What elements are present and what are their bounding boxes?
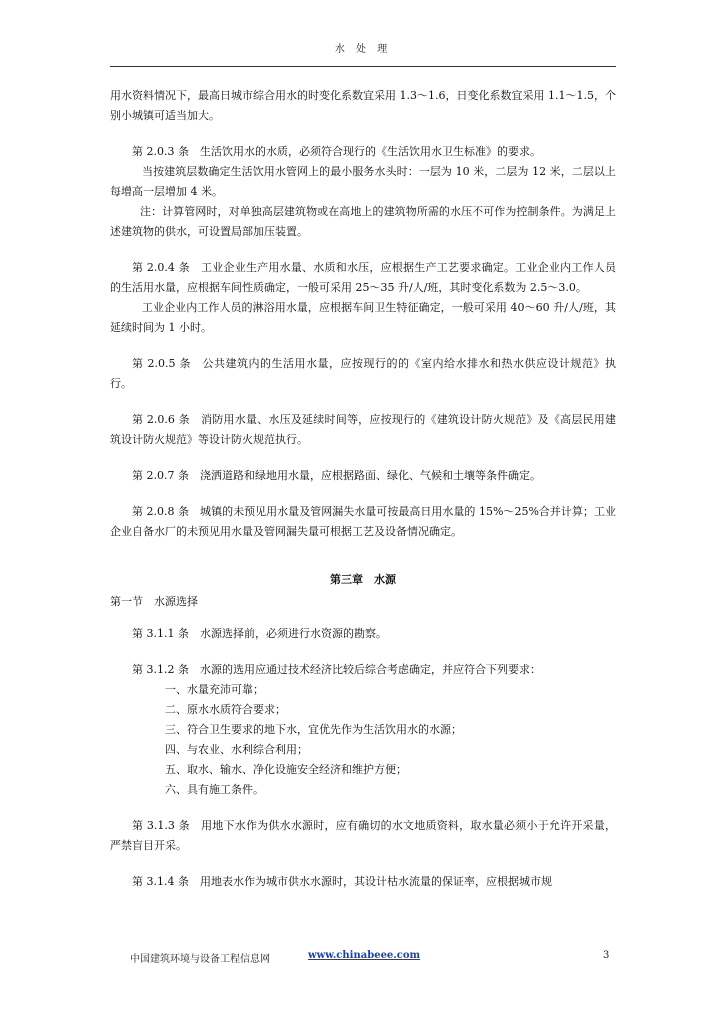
chapter-title: 第三章 水源: [330, 573, 396, 586]
article-3-1-3: 第 3.1.3 条 用地下水作为供水水源时，应有确切的水文地质资料，取水量必须小于允许开采量，严禁盲目开采。: [110, 819, 616, 852]
list-item: 五、取水、输水、净化设施安全经济和维护方便；: [165, 763, 407, 776]
page-header: 水 处 理: [334, 44, 392, 55]
article-2-0-7: 第 2.0.7 条 浇洒道路和绿地用水量，应根据路面、绿化、气候和土壤等条件确定。: [132, 469, 541, 482]
article-2-0-4: 第 2.0.4 条 工业企业生产用水量、水质和水压，应根据生产工艺要求确定。工业企业内工作人员的生活用水量，应根据车间性质确定，一般可采用 25～35 升/人/班，其时变化系数为 2.5～3.0。: [110, 261, 616, 294]
list-item: 一、水量充沛可靠；: [165, 683, 264, 696]
paragraph-continuation: 用水资料情况下，最高日城市综合用水的时变化系数宜采用 1.3～1.6，日变化系数宜采用 1.1～1.5，个别小城镇可适当加大。: [110, 89, 616, 122]
footer-site-name: 中国建筑环境与设备工程信息网: [130, 954, 270, 965]
list-item: 四、与农业、水利综合利用；: [165, 743, 308, 756]
article-2-0-6: 第 2.0.6 条 消防用水量、水压及延续时间等，应按现行的《建筑设计防火规范》及《高层民用建筑设计防火规范》等设计防火规范执行。: [110, 413, 616, 446]
header-rule: [110, 66, 616, 67]
list-item: 二、原水水质符合要求；: [165, 703, 286, 716]
page-number: 3: [603, 950, 610, 961]
article-2-0-5: 第 2.0.5 条 公共建筑内的生活用水量，应按现行的的《室内给水排水和热水供应设计规范》执行。: [110, 357, 616, 390]
article-2-0-3-detail: 当按建筑层数确定生活饮用水管网上的最小服务水头时：一层为 10 米，二层为 12 米，二层以上每增高一层增加 4 米。: [110, 165, 616, 198]
footer-link[interactable]: www.chinabeee.com: [308, 950, 421, 961]
list-item: 六、具有施工条件。: [165, 783, 264, 796]
article-2-0-4-detail: 工业企业内工作人员的淋浴用水量，应根据车间卫生特征确定，一般可采用 40～60 升/人/班，其延续时间为 1 小时。: [110, 301, 616, 334]
article-3-1-1: 第 3.1.1 条 水源选择前，必须进行水资源的勘察。: [132, 627, 387, 640]
requirements-list: [110, 680, 616, 800]
article-2-0-3-note: 注：计算管网时，对单独高层建筑物或在高地上的建筑物所需的水压不可作为控制条件。为满足上述建筑物的供水，可设置局部加压装置。: [110, 205, 616, 238]
article-3-1-2: 第 3.1.2 条 水源的选用应通过技术经济比较后综合考虑确定，并应符合下列要求：: [132, 663, 541, 676]
article-2-0-8: 第 2.0.8 条 城镇的未预见用水量及管网漏失水量可按最高日用水量的 15%～25%合并计算；工业企业自备水厂的未预见用水量及管网漏失量可根据工艺及设备情况确定。: [110, 505, 616, 538]
document-body: [110, 86, 616, 892]
list-item: 三、符合卫生要求的地下水，宜优先作为生活饮用水的水源；: [165, 723, 462, 736]
section-title: 第一节 水源选择: [110, 595, 198, 608]
article-2-0-3: 第 2.0.3 条 生活饮用水的水质，必须符合现行的《生活饮用水卫生标准》的要求。: [132, 145, 541, 158]
article-3-1-4: 第 3.1.4 条 用地表水作为城市供水水源时，其设计枯水流量的保证率，应根据城市规: [132, 875, 552, 888]
